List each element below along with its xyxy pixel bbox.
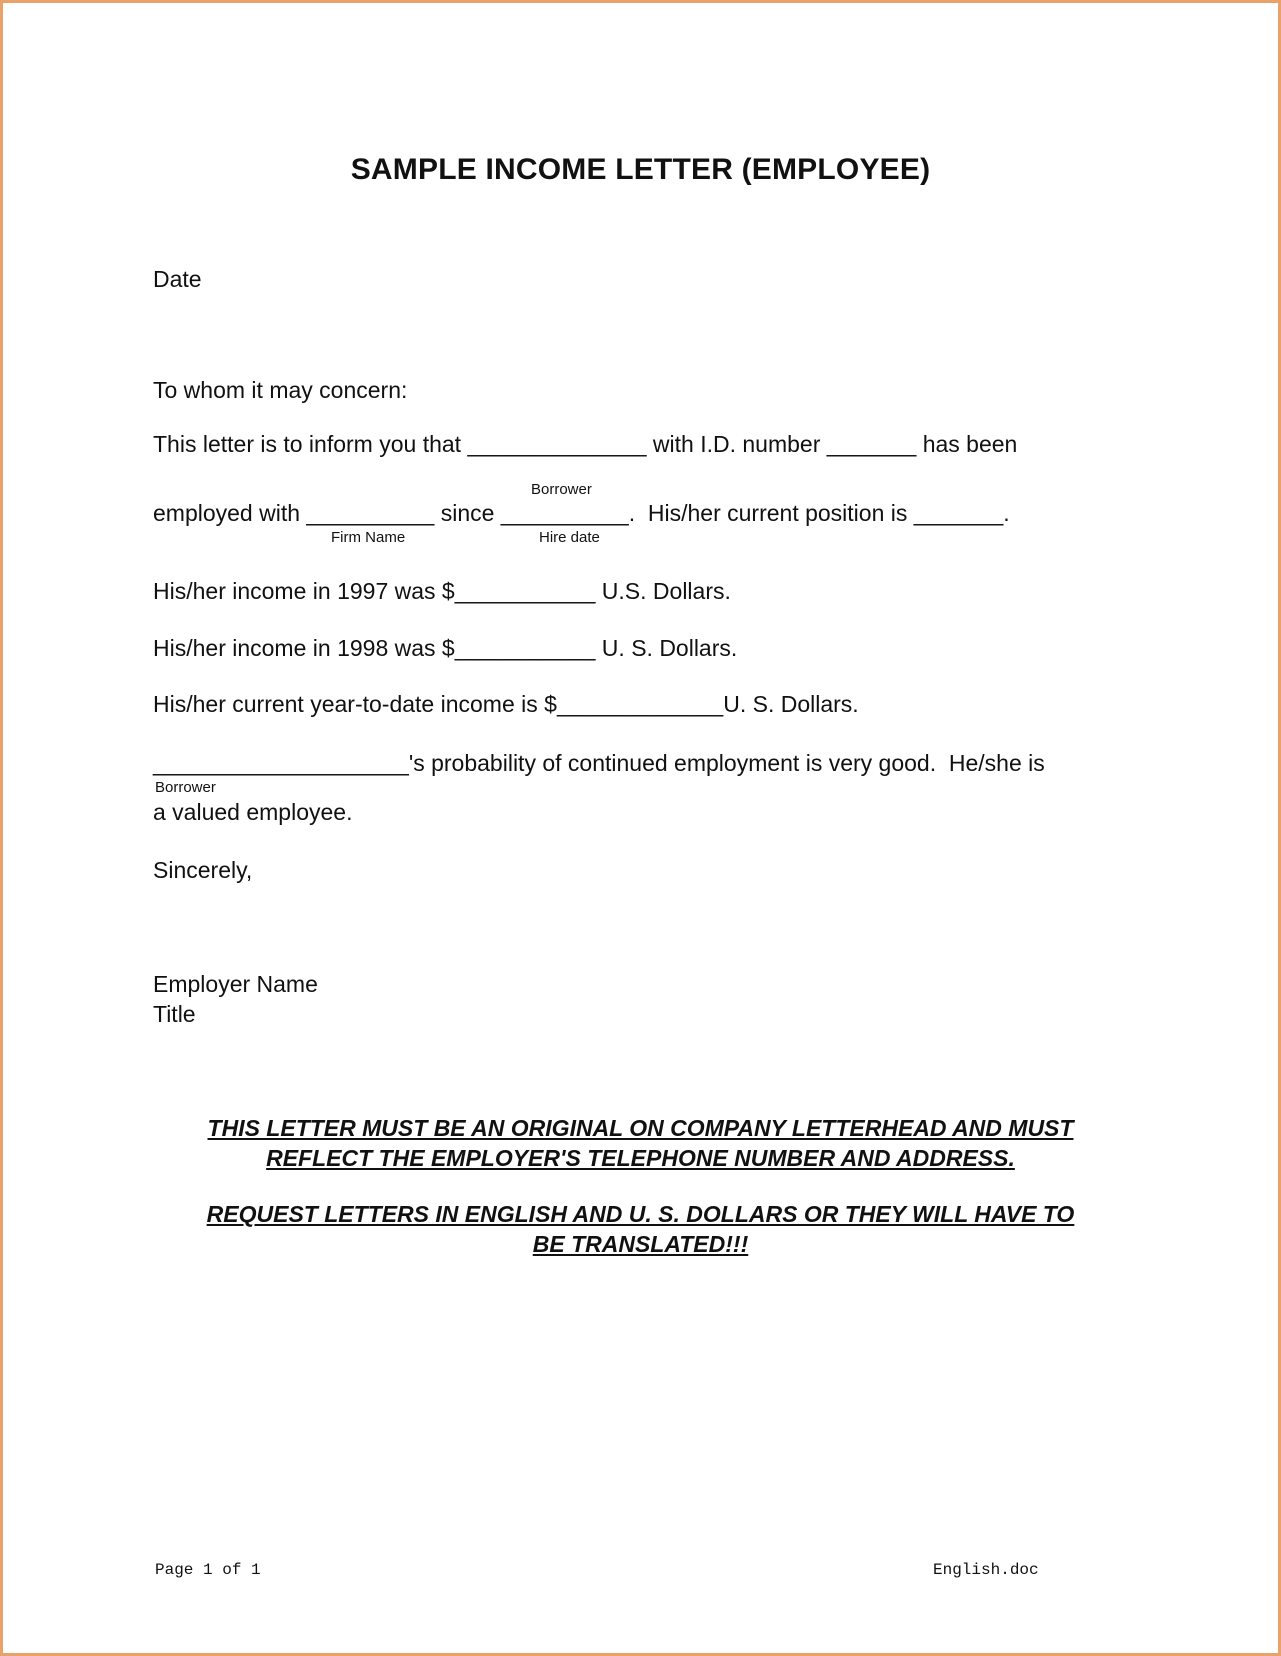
employer-title: Title — [153, 1001, 196, 1027]
probability-line-2: a valued employee. — [153, 799, 353, 825]
notice-2-line-1: REQUEST LETTERS IN ENGLISH AND U. S. DOLLARS OR THEY WILL HAVE TO — [206, 1201, 1075, 1227]
caption-firm-name: Firm Name — [331, 529, 406, 546]
employer-name: Employer Name — [153, 971, 318, 997]
income-ytd: His/her current year-to-date income is $_____________U. S. Dollars. — [153, 691, 859, 717]
salutation: To whom it may concern: — [153, 377, 408, 403]
date-label: Date — [153, 266, 202, 292]
caption-borrower: Borrower — [531, 481, 592, 498]
document-title: SAMPLE INCOME LETTER (EMPLOYEE) — [350, 153, 931, 186]
closing: Sincerely, — [153, 857, 253, 883]
caption-borrower-2: Borrower — [155, 779, 216, 796]
probability-line-1: ____________________'s probability of continued employment is very good. He/she is — [153, 750, 1045, 776]
notice-1-line-1: THIS LETTER MUST BE AN ORIGINAL ON COMPANY LETTERHEAD AND MUST — [207, 1115, 1074, 1141]
caption-hire-date: Hire date — [539, 529, 600, 546]
income-1998: His/her income in 1998 was $___________ U. S. Dollars. — [153, 635, 738, 661]
notice-1-line-2: REFLECT THE EMPLOYER'S TELEPHONE NUMBER AND ADDRESS. — [266, 1145, 1015, 1171]
footer-page-number: Page 1 of 1 — [155, 1561, 261, 1579]
paragraph-1-line-2: employed with __________ since __________. His/her current position is _______. — [153, 500, 1010, 526]
paragraph-1-line-1: This letter is to inform you that ______________ with I.D. number _______ has been — [153, 431, 1018, 457]
footer-filename: English.doc — [933, 1561, 1039, 1579]
income-1997: His/her income in 1997 was $___________ U.S. Dollars. — [153, 578, 731, 604]
notice-2-line-2: BE TRANSLATED!!! — [532, 1231, 749, 1257]
